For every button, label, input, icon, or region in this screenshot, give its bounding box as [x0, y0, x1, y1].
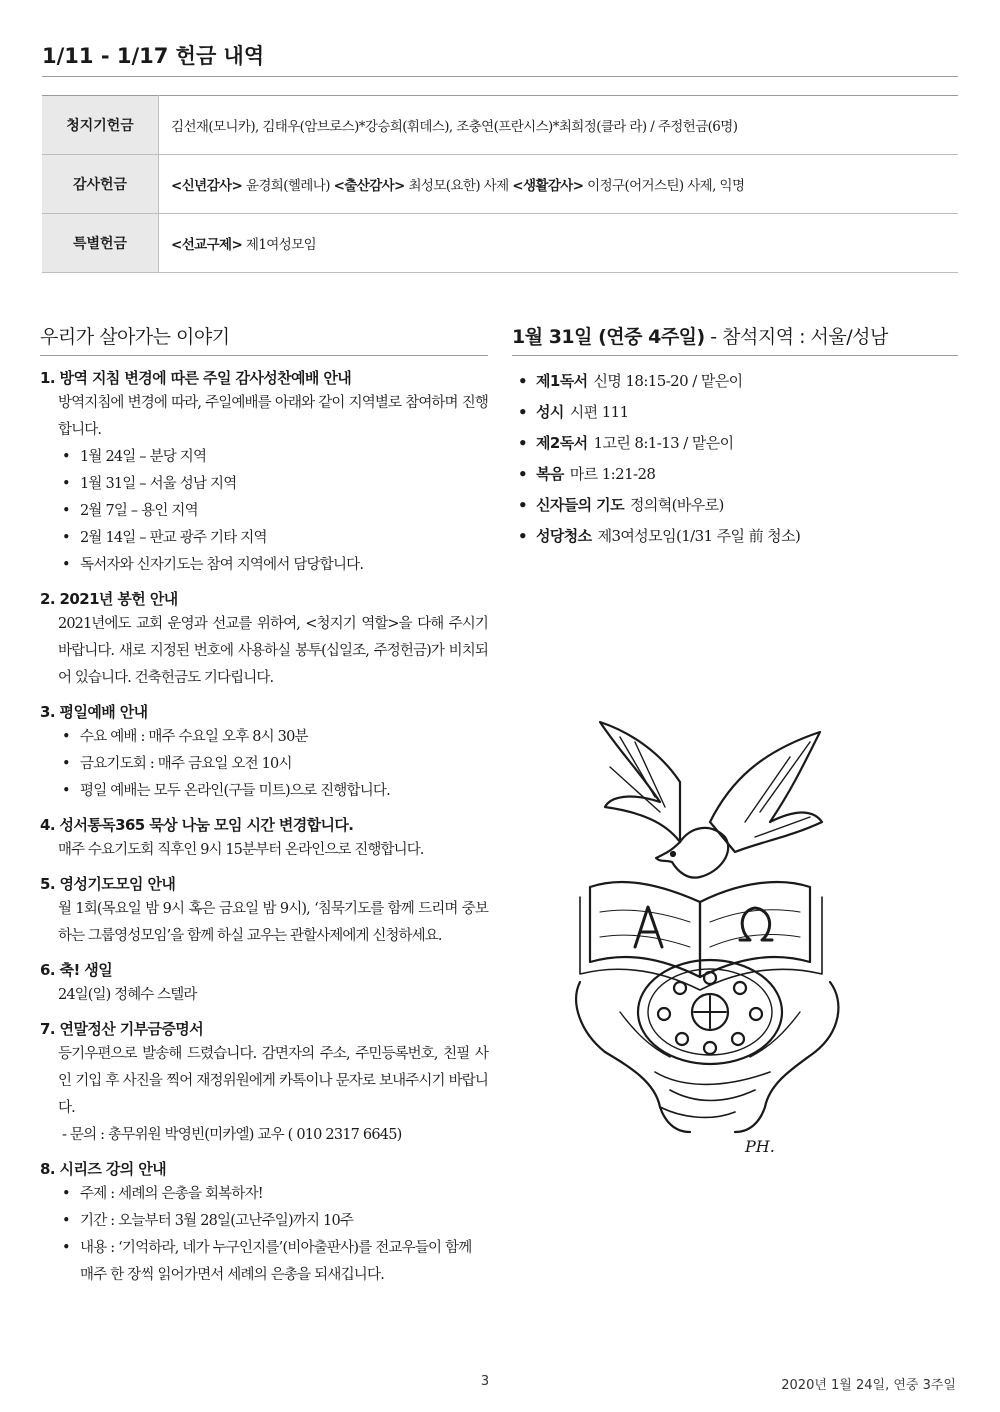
page-number: 3 [480, 1374, 490, 1389]
footer-date: 2020년 1월 24일, 연중 3주일 [781, 1378, 956, 1393]
story-title: 5. 영성기도모임 안내 [40, 875, 176, 893]
story-body: 매주 수요기도회 직후인 9시 15분부터 온라인으로 진행합니다. [58, 842, 424, 858]
bullet-item: • 수요 예배 : 매주 수요일 오후 8시 30분 [62, 724, 488, 751]
offering-tag: <출산감사> [333, 178, 405, 194]
reading-value: 신명 18:15-20 / 맡은이 [593, 372, 743, 390]
story-item [40, 1017, 488, 1149]
reading-value: 정의혁(바우로) [629, 496, 724, 514]
story-title: 2. 2021년 봉헌 안내 [40, 590, 178, 608]
story-title: 6. 축! 생일 [40, 961, 113, 979]
offering-tag: <선교구제> [171, 237, 243, 253]
story-note: - 문의 : 총무위원 박영빈(미카엘) 교우 ( 010 2317 6645) [62, 1127, 402, 1143]
offering-text: 제1여성모임 [242, 237, 317, 253]
reading-key: 제1독서 [536, 372, 588, 390]
story-body: 24일(일) 정혜수 스텔라 [58, 987, 197, 1003]
story-body: 방역지침에 변경에 따라, 주일예배를 아래와 같이 지역별로 참여하며 진행합니다. [58, 395, 488, 438]
offering-text: 김선재(모니카), 김태우(암브로스)*강승희(휘데스), 조충연(프란시스)*최희정(클라 라) / 주정헌금(6명) [171, 119, 738, 135]
reading-value: 제3여성모임(1/31 주일 前 청소) [597, 527, 801, 545]
dove-bible-hands-illustration [560, 712, 880, 1162]
offering-table [42, 95, 958, 273]
story-item [40, 958, 488, 1009]
sunday-heading-date: 1월 31일 (연중 4주일) [512, 326, 705, 348]
story-body: 월 1회(목요일 밤 9시 혹은 금요일 밤 9시), ‘침묵기도를 함께 드리며 중보하는 그룹영성모임’을 함께 하실 교우는 관할사제에게 신청하세요. [58, 901, 488, 944]
readings-list [512, 366, 958, 552]
stories-column [40, 322, 488, 1297]
story-item [40, 872, 488, 950]
offering-label: 청지기헌금 [42, 96, 159, 155]
story-bullets [40, 444, 488, 579]
offering-row [42, 96, 958, 155]
reading-key: 제2독서 [536, 434, 588, 452]
bullet-item: • 1월 31일 – 서울 성남 지역 [62, 471, 488, 498]
illustration-signature: PH. [745, 1137, 775, 1156]
story-item [40, 1157, 488, 1289]
offering-row [42, 214, 958, 273]
alpha-letter [635, 907, 662, 947]
dove-body [656, 828, 728, 878]
reading-item [518, 397, 958, 428]
offering-value [159, 155, 959, 214]
reading-key: 성당청소 [536, 527, 592, 545]
offering-text: 이정구(어거스틴) 사제, 익명 [583, 178, 745, 194]
reading-key: 신자들의 기도 [536, 496, 624, 514]
offering-tag: <신년감사> [171, 178, 243, 194]
reading-item [518, 428, 958, 459]
offering-label: 감사헌금 [42, 155, 159, 214]
bullet-item: • 내용 : ‘기억하라, 네가 누구인지를’(비아출판사)를 전교우들이 함께 매주 한 장씩 읽어가면서 세례의 은총을 되새깁니다. [62, 1235, 488, 1289]
offering-row [42, 155, 958, 214]
reading-item [518, 521, 958, 552]
stories-heading: 우리가 살아가는 이야기 [40, 322, 488, 356]
story-title: 8. 시리즈 강의 안내 [40, 1160, 167, 1178]
bullet-item: • 2월 7일 – 용인 지역 [62, 498, 488, 525]
reading-key: 복음 [536, 465, 564, 483]
reading-value: 시편 111 [569, 403, 629, 421]
offering-text: 최성모(요한) 사제 [404, 178, 513, 194]
story-item [40, 587, 488, 692]
offering-text: 윤경희(헬레나) [242, 178, 334, 194]
reading-value: 마르 1:21-28 [569, 465, 656, 483]
bullet-item: • 1월 24일 – 분당 지역 [62, 444, 488, 471]
offering-value [159, 96, 959, 155]
offering-value [159, 214, 959, 273]
story-bullets [40, 1181, 488, 1289]
bullet-item: • 기간 : 오늘부터 3월 28일(고난주일)까지 10주 [62, 1208, 488, 1235]
sunday-column [512, 322, 958, 552]
offering-title: 1/11 - 1/17 헌금 내역 [42, 40, 958, 77]
reading-item [518, 459, 958, 490]
bullet-item: • 주제 : 세례의 은총을 회복하자! [62, 1181, 488, 1208]
bullet-item: • 평일 예배는 모두 온라인(구들 미트)으로 진행합니다. [62, 778, 488, 805]
book-right-page [700, 882, 810, 977]
reading-key: 성시 [536, 403, 564, 421]
reading-item [518, 366, 958, 397]
story-item [40, 700, 488, 805]
story-body: 등기우편으로 발송해 드렸습니다. 감면자의 주소, 주민등록번호, 친필 사인 기입 후 사진을 찍어 재정위원에게 카톡이나 문자로 보내주시기 바랍니다. [58, 1046, 488, 1116]
story-title: 4. 성서통독365 묵상 나눔 모임 시간 변경합니다. [40, 816, 354, 834]
story-bullets [40, 724, 488, 805]
offering-label: 특별헌금 [42, 214, 159, 273]
offering-tag: <생활감사> [512, 178, 584, 194]
reading-value: 1고린 8:1-13 / 맡은이 [593, 434, 734, 452]
story-title: 1. 방역 지침 변경에 따른 주일 감사성찬예배 안내 [40, 369, 352, 387]
dove-left-wing [600, 722, 680, 842]
bullet-item: • 독서자와 신자기도는 참여 지역에서 담당합니다. [62, 552, 488, 579]
story-item [40, 366, 488, 579]
bullet-item: • 금요기도회 : 매주 금요일 오전 10시 [62, 751, 488, 778]
reading-item [518, 490, 958, 521]
sunday-heading-region: - 참석지역 : 서울/성남 [704, 326, 888, 348]
story-body: 2021년에도 교회 운영과 선교를 위하여, <청지기 역할>을 다해 주시기 바랍니다. 새로 지정된 번호에 사용하실 봉투(십일조, 주정헌금)가 비치되어 있습니다. 건축헌금도 기다립니다. [58, 616, 488, 686]
bullet-item: • 2월 14일 – 판교 광주 기타 지역 [62, 525, 488, 552]
story-title: 3. 평일예배 안내 [40, 703, 148, 721]
story-item [40, 813, 488, 864]
sunday-heading [512, 322, 958, 356]
story-title: 7. 연말정산 기부금증명서 [40, 1020, 204, 1038]
